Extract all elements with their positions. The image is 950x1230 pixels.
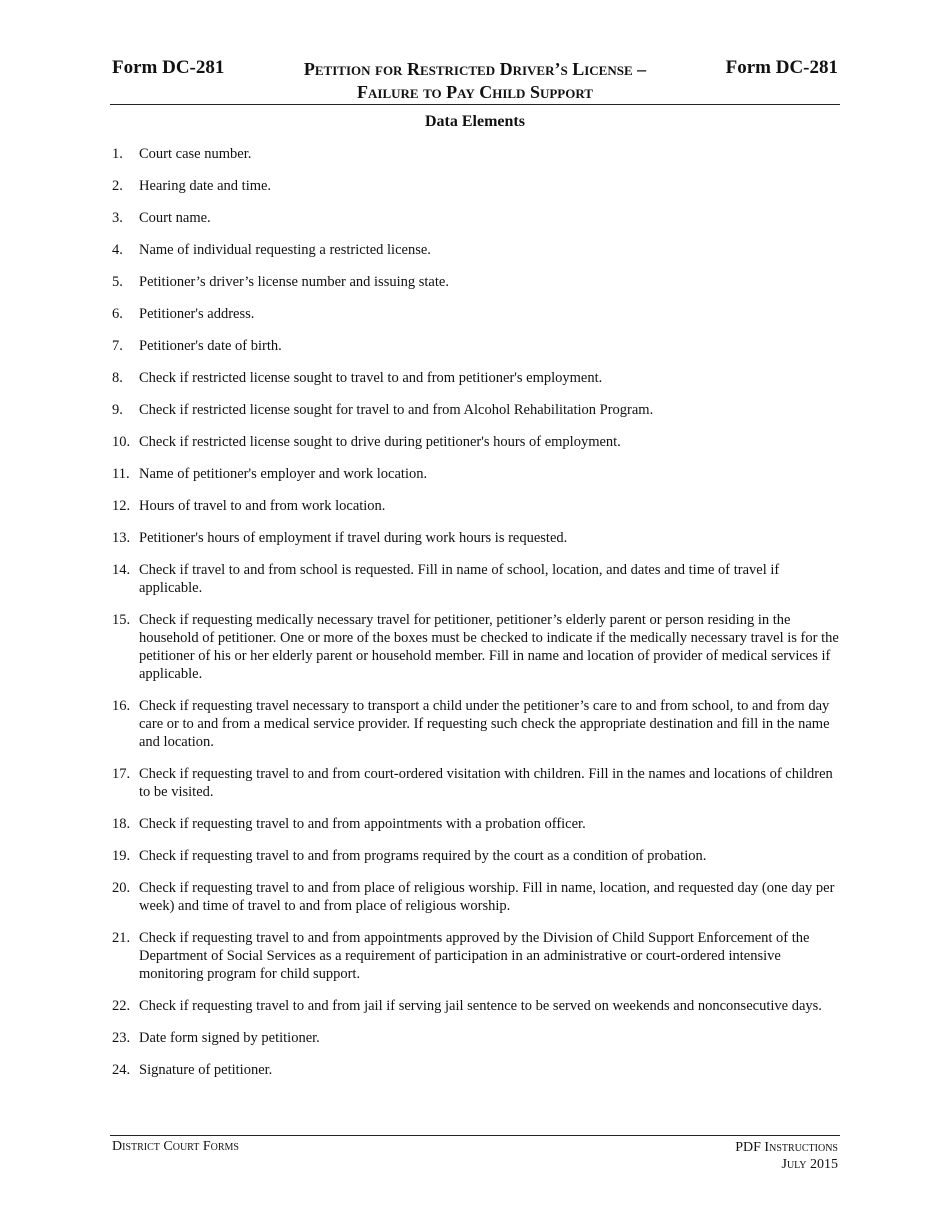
form-id-left: Form DC-281 <box>112 57 225 78</box>
footer-right-line-2: July 2015 <box>781 1157 838 1172</box>
list-item <box>112 929 840 983</box>
item-text: Court name. <box>139 210 211 226</box>
list-item <box>112 369 840 387</box>
item-text: Check if restricted license sought to drive during petitioner's hours of employment. <box>139 434 621 450</box>
list-item <box>112 815 840 833</box>
section-heading: Data Elements <box>425 113 525 130</box>
data-elements-list <box>112 145 840 1093</box>
form-id-right: Form DC-281 <box>725 57 838 78</box>
item-text: Name of petitioner's employer and work location. <box>139 466 428 482</box>
item-number: 23. <box>112 1030 131 1046</box>
item-text: Signature of petitioner. <box>139 1062 273 1078</box>
item-number: 7. <box>112 338 123 354</box>
list-item <box>112 401 840 419</box>
list-item <box>112 305 840 323</box>
item-text: Petitioner's date of birth. <box>139 338 282 354</box>
footer-right-line-1: PDF Instructions <box>735 1140 838 1155</box>
item-number: 22. <box>112 998 131 1014</box>
list-item <box>112 209 840 227</box>
item-text: Check if requesting travel necessary to transport a child under the petitioner’s care to and from school, to and from day care or to and from a medical service provider. If requesting such check the appropriate destination and fill in the name and location. <box>139 698 830 750</box>
item-text: Check if requesting travel to and from jail if serving jail sentence to be served on weekends and nonconsecutive days. <box>139 998 822 1014</box>
item-text: Check if travel to and from school is requested. Fill in name of school, location, and dates and time of travel if applicable. <box>139 562 780 596</box>
list-item <box>112 177 840 195</box>
item-text: Date form signed by petitioner. <box>139 1030 320 1046</box>
list-item <box>112 433 840 451</box>
item-number: 14. <box>112 562 131 578</box>
item-text: Hearing date and time. <box>139 178 272 194</box>
item-number: 16. <box>112 698 131 714</box>
item-number: 3. <box>112 210 123 226</box>
list-item <box>112 847 840 865</box>
list-item <box>112 561 840 597</box>
list-item <box>112 497 840 515</box>
list-item <box>112 1061 840 1079</box>
item-text: Hours of travel to and from work location. <box>139 498 386 514</box>
list-item <box>112 611 840 683</box>
item-text: Petitioner's hours of employment if travel during work hours is requested. <box>139 530 568 546</box>
list-item <box>112 529 840 547</box>
item-number: 21. <box>112 930 131 946</box>
item-number: 18. <box>112 816 131 832</box>
page-header <box>110 55 840 105</box>
item-text: Check if requesting travel to and from court-ordered visitation with children. Fill in the names and locations of children to be visited. <box>139 766 833 800</box>
item-number: 11. <box>112 466 130 482</box>
item-number: 12. <box>112 498 131 514</box>
item-text: Check if requesting travel to and from appointments approved by the Division of Child Support Enforcement of the Department of Social Services as a requirement of participation in an administrative or court-ordered intensive monitoring program for child support. <box>139 930 810 982</box>
list-item <box>112 465 840 483</box>
item-number: 2. <box>112 178 123 194</box>
item-number: 15. <box>112 612 131 628</box>
item-number: 10. <box>112 434 131 450</box>
list-item <box>112 241 840 259</box>
item-number: 4. <box>112 242 123 258</box>
list-item <box>112 337 840 355</box>
list-item <box>112 697 840 751</box>
item-number: 8. <box>112 370 123 386</box>
item-text: Check if requesting travel to and from programs required by the court as a condition of probation. <box>139 848 707 864</box>
item-text: Check if requesting medically necessary travel for petitioner, petitioner’s elderly parent or person residing in the household of petitioner. One or more of the boxes must be checked to indicate if the medically necessary travel is for the petitioner of his or her elderly parent or household member. Fill in name and location of provider of medical services if applicable. <box>139 612 839 682</box>
item-text: Check if requesting travel to and from appointments with a probation officer. <box>139 816 586 832</box>
item-number: 5. <box>112 274 123 290</box>
title-line-1: Petition for Restricted Driver’s License – <box>303 59 647 79</box>
item-text: Check if restricted license sought for travel to and from Alcohol Rehabilitation Program. <box>139 402 654 418</box>
item-text: Check if requesting travel to and from place of religious worship. Fill in name, location, and requested day (one day per week) and time of travel to and from place of religious worship. <box>139 880 835 914</box>
list-item <box>112 1029 840 1047</box>
item-text: Court case number. <box>139 146 252 162</box>
item-number: 1. <box>112 146 123 162</box>
list-item <box>112 765 840 801</box>
item-number: 24. <box>112 1062 131 1078</box>
page-footer <box>110 1135 840 1172</box>
item-number: 6. <box>112 306 123 322</box>
item-number: 9. <box>112 402 123 418</box>
list-item <box>112 273 840 291</box>
item-text: Name of individual requesting a restricted license. <box>139 242 431 258</box>
list-item <box>112 879 840 915</box>
item-number: 20. <box>112 880 131 896</box>
footer-right <box>735 1139 838 1173</box>
item-text: Petitioner’s driver’s license number and issuing state. <box>139 274 449 290</box>
item-text: Petitioner's address. <box>139 306 255 322</box>
item-number: 17. <box>112 766 131 782</box>
page-title <box>250 58 700 104</box>
footer-left: District Court Forms <box>112 1139 239 1154</box>
list-item <box>112 145 840 163</box>
title-line-2: Failure to Pay Child Support <box>357 82 593 102</box>
item-number: 19. <box>112 848 131 864</box>
list-item <box>112 997 840 1015</box>
item-number: 13. <box>112 530 131 546</box>
item-text: Check if restricted license sought to travel to and from petitioner's employment. <box>139 370 603 386</box>
